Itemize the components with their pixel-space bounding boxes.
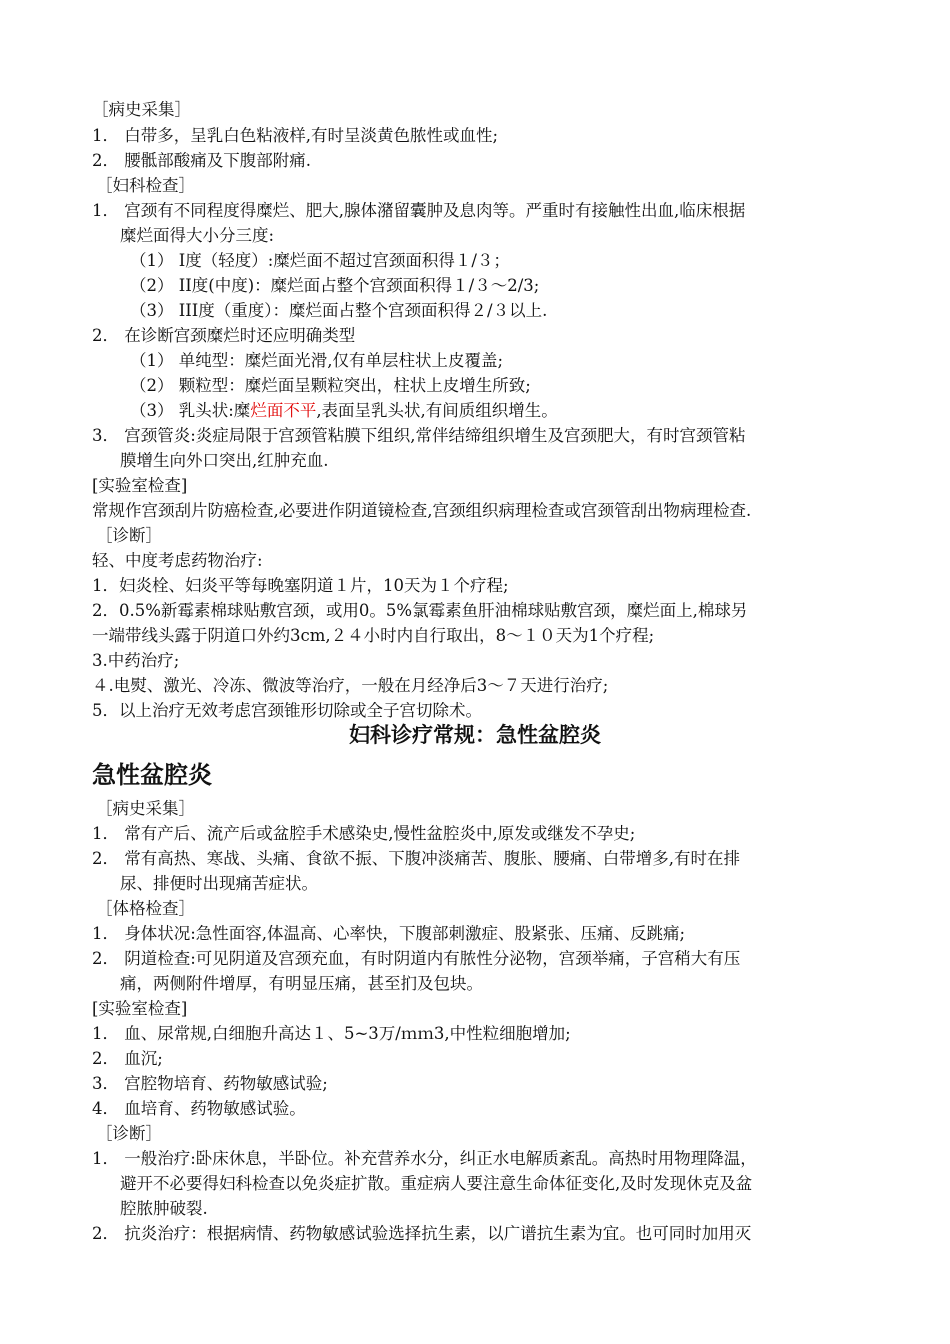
treatment-item: 3.中药治疗;	[92, 651, 180, 670]
history-item-cont: 尿、排便时出现痛苦症状。	[120, 874, 318, 893]
history-header: ［病史采集］	[92, 100, 191, 119]
exam-item: 2． 阴道检查:可见阴道及宫颈充血，有时阴道内有脓性分泌物，宫颈举痛，子宫稍大有压	[92, 949, 741, 968]
type-item-3	[130, 399, 558, 423]
history-item: 2． 常有高热、寒战、头痛、食欲不振、下腹冲淡痛苦、腹胀、腰痛、白带增多,有时在排	[92, 849, 740, 868]
diagnosis-item: 2． 抗炎治疗：根据病情、药物敏感试验选择抗生素，以广谱抗生素为宜。也可同时加用灭	[92, 1224, 752, 1243]
type-item: （1） 单纯型：糜烂面光滑,仅有单层柱状上皮覆盖;	[130, 351, 504, 370]
type3-prefix: （3） 乳头状:糜	[130, 401, 251, 420]
diagnosis-item-cont: 腔脓肿破裂.	[120, 1199, 208, 1218]
lab-item: 1． 血、尿常规,白细胞升高达１、5~3万/ｍｍ3,中性粒细胞增加;	[92, 1024, 571, 1043]
history-item: 1． 白带多，呈乳白色粘液样,有时呈淡黄色脓性或血性;	[92, 126, 499, 145]
gyn-item-3-cont: 膜增生向外口突出,红肿充血.	[120, 451, 329, 470]
lab-item: 2． 血沉;	[92, 1049, 163, 1068]
highlighted-text: 烂面不平	[250, 401, 317, 420]
gyn-item-1-cont: 糜烂面得大小分三度:	[120, 226, 275, 245]
treatment-intro: 轻、中度考虑药物治疗:	[92, 551, 263, 570]
treatment-item: 5．以上治疗无效考虑宫颈锥形切除或全子宫切除术。	[92, 701, 482, 720]
diagnosis-item: 1． 一般治疗:卧床休息，半卧位。补充营养水分，纠正水电解质紊乱。高热时用物理降温，	[92, 1149, 757, 1168]
exam-item-cont: 痛，两侧附件增厚，有明显压痛，甚至扪及包块。	[120, 974, 483, 993]
gyn-item-1: 1． 宫颈有不同程度得糜烂、肥大,腺体潴留囊肿及息肉等。严重时有接触性出血,临床根据	[92, 201, 746, 220]
treatment-item: ４.电熨、激光、冷冻、微波等治疗，一般在月经净后3～７天进行治疗;	[92, 676, 609, 695]
history-header: ［病史采集］	[96, 799, 195, 818]
history-item: 1． 常有产后、流产后或盆腔手术感染史,慢性盆腔炎中,原发或继发不孕史;	[92, 824, 636, 843]
diagnosis-header: ［诊断］	[96, 1124, 162, 1143]
degree-item: （2） II度(中度)：糜烂面占整个宫颈面积得１/３～2/3;	[130, 276, 540, 295]
gyn-exam-header: ［妇科检查］	[96, 176, 195, 195]
history-item: 2． 腰骶部酸痛及下腹部附痛.	[92, 151, 311, 170]
physical-exam-header: ［体格检查］	[96, 899, 195, 918]
type-item: （2） 颗粒型：糜烂面呈颗粒突出，柱状上皮增生所致;	[130, 376, 531, 395]
gyn-item-2: 2． 在诊断宫颈糜烂时还应明确类型	[92, 326, 356, 345]
type3-suffix: ,表面呈乳头状,有间质组织增生。	[316, 401, 558, 420]
lab-header: [实验室检查]	[92, 476, 188, 495]
treatment-item: 1．妇炎栓、妇炎平等每晚塞阴道１片，10天为１个疗程;	[92, 576, 509, 595]
diagnosis-header: ［诊断］	[96, 526, 162, 545]
lab-header: [实验室检查]	[92, 999, 188, 1018]
diagnosis-item-cont: 避开不必要得妇科检查以免炎症扩散。重症病人要注意生命体征变化,及时发现休克及盆	[120, 1174, 753, 1193]
lab-text: 常规作宫颈刮片防癌检查,必要进作阴道镜检查,宫颈组织病理检查或宫颈管刮出物病理检查.	[92, 501, 752, 520]
exam-item: 1． 身体状况:急性面容,体温高、心率快，下腹部刺激症、股紧张、压痛、反跳痛;	[92, 924, 686, 943]
gyn-item-3: 3． 宫颈管炎:炎症局限于宫颈管粘膜下组织,常伴结缔组织增生及宫颈肥大，有时宫颈管粘	[92, 426, 746, 445]
lab-item: 4． 血培育、药物敏感试验。	[92, 1099, 306, 1118]
degree-item: （1） I度（轻度）:糜烂面不超过宫颈面积得１/３；	[130, 251, 510, 270]
treatment-item-cont: 一端带线头露于阴道口外约3cm,２４小时内自行取出，8～１０天为1个疗程;	[92, 626, 655, 645]
page-heading: 急性盆腔炎	[92, 761, 212, 789]
degree-item: （3） III度（重度）：糜烂面占整个宫颈面积得２/３以上.	[130, 301, 548, 320]
section-title: 妇科诊疗常规：急性盆腔炎	[349, 723, 601, 747]
lab-item: 3． 宫腔物培育、药物敏感试验;	[92, 1074, 328, 1093]
treatment-item: 2．0.5%新霉素棉球贴敷宫颈，或用0。5%氯霉素鱼肝油棉球贴敷宫颈，糜烂面上,棉球另	[92, 601, 748, 620]
